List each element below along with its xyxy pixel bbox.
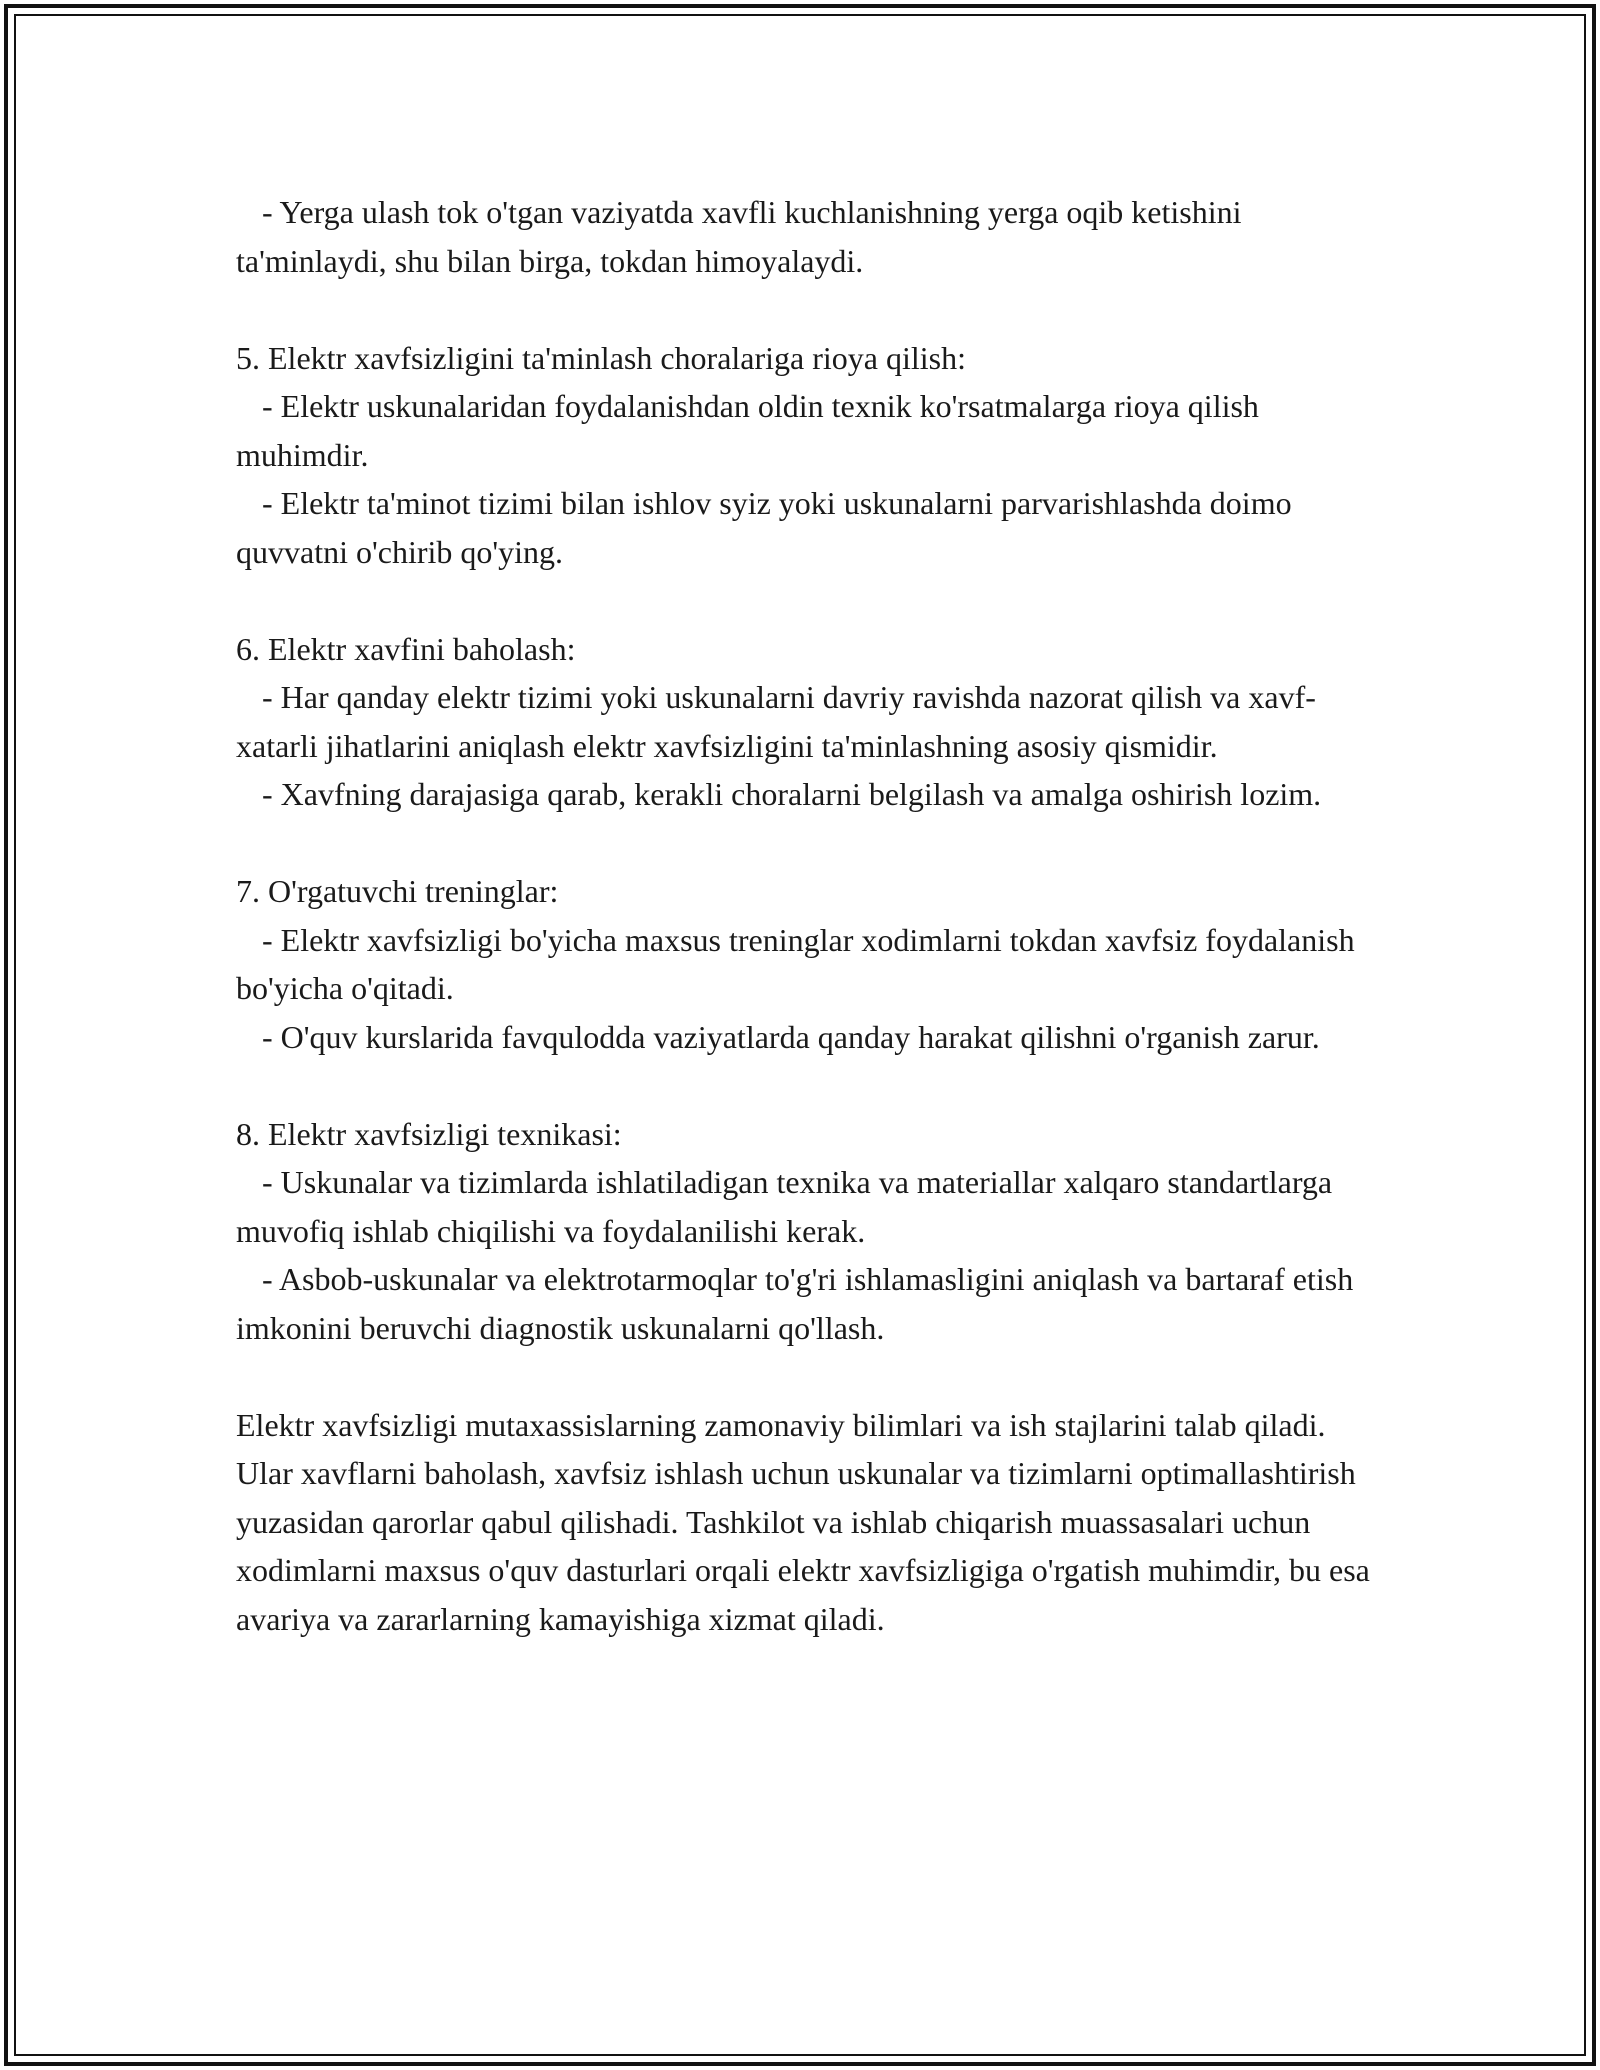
intro-bullet: - Yerga ulash tok o'tgan vaziyatda xavfli kuchlanishning yerga oqib ketishini ta'minlaydi, shu bilan birga, tokdan himoyalaydi. <box>236 194 1242 279</box>
section-8 <box>236 1110 1386 1353</box>
section-bullet: - Elektr ta'minot tizimi bilan ishlov syiz yoki uskunalarni parvarishlashda doimo quvvatni o'chirib qo'ying. <box>236 485 1292 570</box>
section-bullet: - O'quv kurslarida favqulodda vaziyatlarda qanday harakat qilishni o'rganish zarur. <box>262 1018 1320 1055</box>
section-heading: 8. Elektr xavfsizligi texnikasi: <box>236 1115 622 1152</box>
section-bullet: - Elektr xavfsizligi bo'yicha maxsus treninglar xodimlarni tokdan xavfsiz foydalanish bo'yicha o'qitadi. <box>236 921 1355 1006</box>
conclusion-paragraph: Elektr xavfsizligi mutaxassislarning zamonaviy bilimlari va ish stajlarini talab qiladi. Ular xavflarni baholash, xavfsiz ishlash uchun uskunalar va tizimlarni optimallashtirish yuzasidan qarorlar qabul qilishadi. Tashkilot va ishlab chiqarish muassasalari uchun xodimlarni maxsus o'quv dasturlari orqali elektr xavfsizligiga o'rgatish muhimdir, bu esa avariya va zararlarning kamayishiga xizmat qiladi. <box>236 1406 1370 1637</box>
section-5 <box>236 334 1386 577</box>
section-heading: 6. Elektr xavfini baholash: <box>236 630 576 667</box>
section-bullet: - Har qanday elektr tizimi yoki uskunalarni davriy ravishda nazorat qilish va xavf-xatarli jihatlarini aniqlash elektr xavfsizligini ta'minlashning asosiy qismidir. <box>236 679 1316 764</box>
conclusion-block <box>236 1401 1386 1644</box>
document-body <box>236 188 1386 1692</box>
section-heading: 5. Elektr xavfsizligini ta'minlash choralariga rioya qilish: <box>236 339 967 376</box>
section-6 <box>236 625 1386 819</box>
section-heading: 7. O'rgatuvchi treninglar: <box>236 873 559 909</box>
section-bullet: - Asbob-uskunalar va elektrotarmoqlar to'g'ri ishlamasligini aniqlash va bartaraf etish imkonini beruvchi diagnostik uskunalarni qo'llash. <box>236 1261 1354 1346</box>
section-bullet: - Elektr uskunalaridan foydalanishdan oldin texnik ko'rsatmalarga rioya qilish muhimdir. <box>236 388 1259 473</box>
section-bullet: - Uskunalar va tizimlarda ishlatiladigan texnika va materiallar xalqaro standartlarga muvofiq ishlab chiqilishi va foydalanilishi kerak. <box>236 1164 1333 1249</box>
intro-block <box>236 188 1386 285</box>
section-bullet: - Xavfning darajasiga qarab, kerakli choralarni belgilash va amalga oshirish lozim. <box>262 776 1322 812</box>
section-7 <box>236 867 1386 1061</box>
